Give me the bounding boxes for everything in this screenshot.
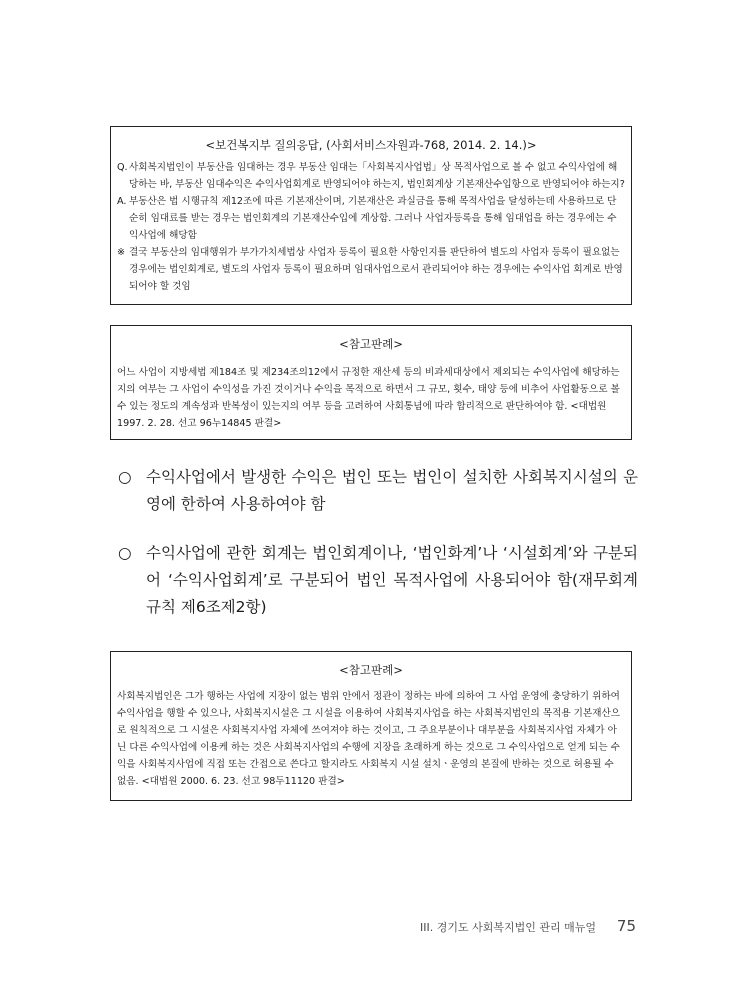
note-row — [117, 244, 625, 295]
page-footer — [420, 917, 636, 935]
bullet-text-1: 수익사업에서 발생한 수익은 법인 또는 법인이 설치한 사회복지시설의 운영에 한하여 사용하여야 함 — [146, 468, 638, 513]
reference-case-title-1: <참고판례> — [339, 337, 403, 351]
question-text: 사회복지법인이 부동산을 임대하는 경우 부동산 임대는「사회복지사업법」상 목적사업으로 볼 수 없고 수익사업에 해당하는 바, 부동산 임대수익은 수익사업회계로 반영되어야 하는지, 법인회계상 기본재산수입항으로 반영되어야 하는지? — [129, 162, 625, 190]
answer-marker: A. — [117, 196, 127, 207]
reference-case-text-2: 사회복지법인은 그가 행하는 사업에 지장이 없는 범위 안에서 정관이 정하는 바에 의하여 그 사업 운영에 충당하기 위하여 수익사업을 행할 수 있으나, 사회복지시설은 그 시설을 이용하여 사회복지사업을 하는 사회복지법인의 목적용 기본재산으로 원칙적으로 그 시설은 사회복지사업 자체에 쓰여져야 하는 것이고, 그 주요부분이나 대부분을 사회복지사업 자체가 아닌 다른 수익사업에 이용케 하는 것은 사회복지사업의 수행에 지장을 초래하게 하는 것으로 그 수익사업으로 얻게 되는 수익을 사회복지사업에 직접 또는 간접으로 쓴다고 할지라도 사회복지 시설 설치ㆍ운영의 본질에 반하는 것으로 허용될 수 없음. <대법원 2000. 6. 23. 선고 98두11120 판결> — [117, 691, 621, 787]
footer-title: III. 경기도 사회복지법인 관리 매뉴얼 — [420, 921, 596, 934]
reference-case-box-2 — [110, 651, 632, 801]
qa-box — [110, 126, 632, 305]
question-row — [117, 159, 625, 193]
reference-case-box-1 — [110, 325, 632, 440]
page-number: 75 — [616, 917, 636, 935]
answer-text: 부동산은 법 시행규칙 제12조에 따른 기본재산이며, 기본재산은 과실금을 통해 목적사업을 달성하는데 사용하므로 단순히 임대료를 받는 경우는 법인회계의 기본재산수입에 계상함. 그러나 사업자등록을 통해 임대업을 하는 경우에는 수익사업에 해당함 — [129, 196, 617, 241]
bullet-paragraph-1 — [118, 464, 638, 518]
qa-box-title: <보건복지부 질의응답, (사회서비스자원과-768, 2014. 2. 14.)> — [205, 138, 537, 152]
reference-case-text-1: 어느 사업이 지방세법 제184조 및 제234조의12에서 규정한 재산세 등의 비과세대상에서 제외되는 수익사업에 해당하는지의 여부는 그 사업이 수익성을 가진 것이거나 수익을 목적으로 하면서 그 규모, 횟수, 태양 등에 비추어 사업활동으로 볼 수 있는 정도의 계속성과 반복성이 있는지의 여부 등을 고려하여 사회통념에 따라 합리적으로 판단하여야 함. <대법원 1997. 2. 28. 선고 96누14845 판결> — [117, 367, 620, 429]
answer-row — [117, 193, 625, 244]
reference-case-title-2: <참고판례> — [339, 663, 403, 677]
bullet-text-2: 수익사업에 관한 회계는 법인회계이나, ‘법인화계’나 ‘시설회계’와 구분되어 ‘수익사업회계’로 구분되어 법인 목적사업에 사용되어야 함(재무회계 규칙 제6조제2항) — [146, 544, 638, 616]
bullet-paragraph-2 — [118, 540, 638, 621]
bullet-marker-2: ○ — [118, 544, 132, 562]
note-text: 결국 부동산의 임대행위가 부가가치세법상 사업자 등록이 필요한 사항인지를 판단하여 별도의 사업자 등록이 필요없는 경우에는 법인회계로, 별도의 사업자 등록이 필요하며 임대사업으로서 관리되어야 하는 경우에는 수익사업 회계로 반영되어야 할 것임 — [129, 247, 623, 292]
question-marker: Q. — [117, 162, 128, 173]
note-marker: ※ — [117, 247, 126, 258]
bullet-marker-1: ○ — [118, 468, 132, 486]
